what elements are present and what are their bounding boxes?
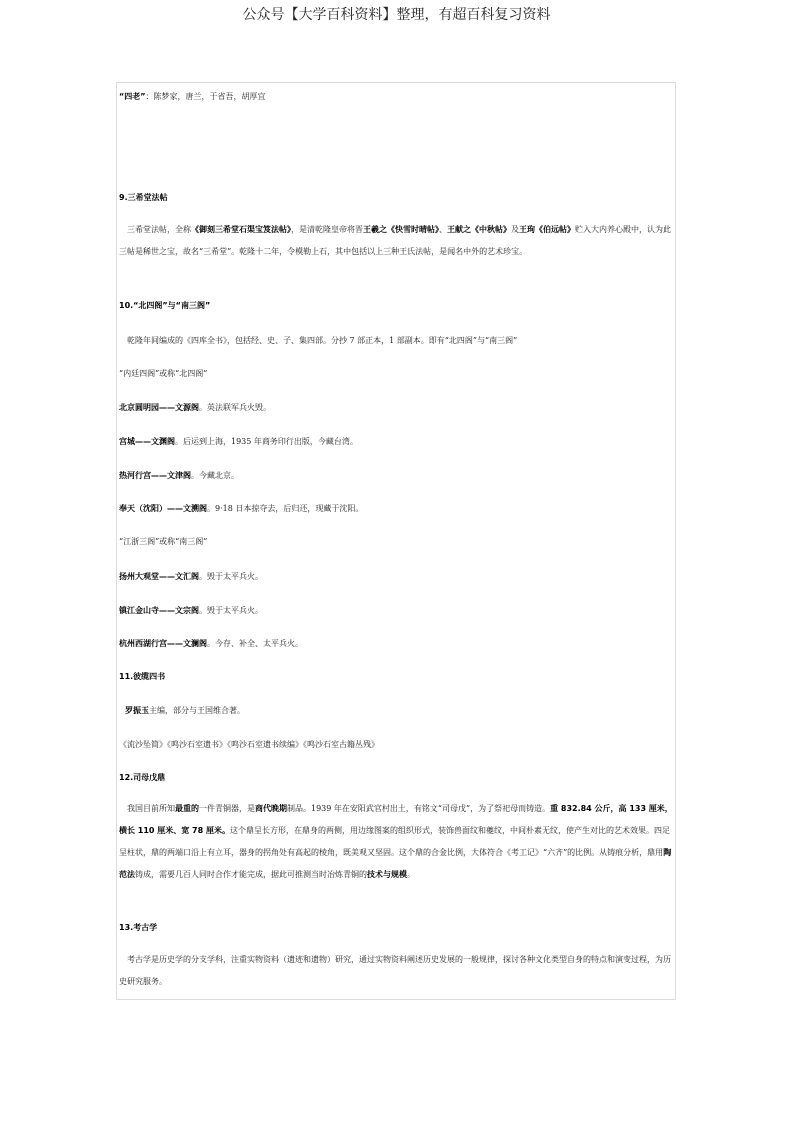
section-13-paragraph: 考古学是历史学的分支学科，注重实物资料（遗迹和遗物）研究，通过实物资料阐述历史发展的一般规律，探讨各种文化类型自身的特点和演变过程，为历史研究服务。 <box>119 955 671 986</box>
section-11-author: 罗振玉主编，部分与王国维合著。 <box>125 706 245 715</box>
south-label: “江浙三阁”或称“南三阁” <box>119 537 208 546</box>
section-10-intro: 乾隆年间编成的《四库全书》，包括经、史、子、集四部。分抄 7 部正本，1 部副本。即有“北四阁”与“南三阁” <box>127 336 518 345</box>
south-item: 扬州大观堂——文汇阁。毁于太平兵火。 <box>119 572 263 581</box>
north-item: 宫城——文渊阁。后运到上海，1935 年商务印行出版，今藏台湾。 <box>119 437 358 446</box>
north-item: 奉天（沈阳）——文溯阁。9·18 日本掠夺去，后归还，现藏于沈阳。 <box>119 504 364 513</box>
section-13-heading: 13.考古学 <box>119 923 158 932</box>
north-item: 热河行宫——文津阁。今藏北京。 <box>119 471 239 480</box>
section-12-paragraph: 我国目前所知最重的一件青铜器，是商代晚期制品。1939 年在安阳武官村出土，有铭文“司母戊”，为了祭祀母而铸造。重 832.84 公斤，高 133 厘米，横长 110 厘米、宽 78 厘米。这个鼎呈长方形，在鼎身的两侧，用边缘图案的组织形式，装饰兽面纹和夔纹，中间朴素无纹，使产生对比的艺术效果。四足呈柱状，鼎的两端口沿上有立耳，器身的拐角处有高起的棱角，既美观又坚固。这个鼎的合金比例，大体符合《考工记》“六齐”的比例。从铸痕分析，鼎用陶范法铸成，需要几百人同时合作才能完成，据此可推测当时冶炼青铜的技术与规模。 <box>119 804 673 879</box>
section-9-paragraph: 三希堂法帖，全称《御刻三希堂石渠宝笈法帖》，是清乾隆皇帝将晋王羲之《快雪时晴帖》、王献之《中秋帖》及王珣《伯远帖》贮入大内养心殿中，认为此三帖是稀世之宝，故名“三希堂”。乾隆十二年，令模勒上石，其中包括以上三种王氏法帖，是闻名中外的艺术珍宝。 <box>119 225 671 256</box>
si-lao-text: ：陈梦家，唐兰，于省吾，胡厚宜 <box>145 92 266 101</box>
si-lao-line <box>119 91 266 102</box>
page-header: 公众号【大学百科资料】整理，有超百科复习资料 <box>242 7 551 23</box>
section-10-heading: 10.“北四阁”与“南三阁” <box>119 301 211 310</box>
north-item: 北京圆明园——文源阁。英法联军兵火毁。 <box>119 403 271 412</box>
south-item: 杭州西湖行宫——文澜阁。今存、补全、太平兵火。 <box>119 639 303 648</box>
section-11-books: 《流沙坠简》《鸣沙石室遗书》《鸣沙石室遗书续编》《鸣沙石室古籍丛残》 <box>119 740 379 749</box>
si-lao-label: “四老” <box>119 92 146 101</box>
section-9-heading: 9.三希堂法帖 <box>119 193 168 202</box>
section-11-heading: 11.彼缆四书 <box>119 672 166 681</box>
north-label: “内廷四阁”或称“北四阁” <box>119 369 208 378</box>
south-item: 镇江金山寺——文宗阁。毁于太平兵火。 <box>119 606 263 615</box>
section-12-heading: 12.司母戊鼎 <box>119 773 166 782</box>
